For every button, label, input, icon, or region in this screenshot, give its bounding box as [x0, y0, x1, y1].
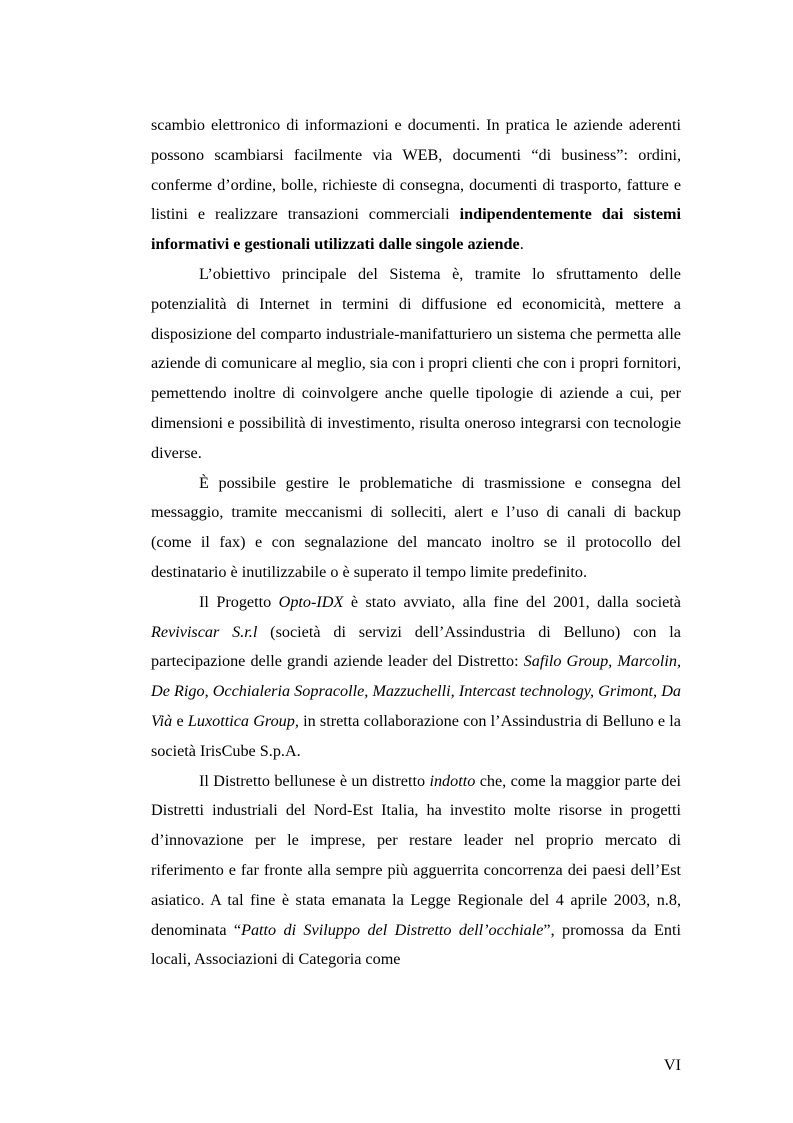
- document-body: [151, 111, 681, 975]
- text-run: scambio elettronico di informazioni e documenti. In pratica le aziende aderenti possono scambiarsi facilmente via WEB, documenti “di business”: ordini, conferme d’ordine, bolle, richieste di consegna, documenti di trasporto, fatture e listini e realizzare transazioni commerciali: [151, 116, 681, 224]
- text-run: È possibile gestire le problematiche di trasmissione e consegna del messaggio, tramite meccanismi di solleciti, alert e l’uso di canali di backup (come il fax) e con segnalazione del mancato inoltro se il protocollo del destinatario è inutilizzabile o è superato il tempo limite predefinito.: [151, 473, 681, 581]
- text-run: ”, promossa da Enti locali, Associazioni di Categoria come: [151, 920, 681, 969]
- text-run-bold: indipendentemente dai sistemi informativi e gestionali utilizzati dalle singole aziende: [151, 205, 681, 254]
- text-run-italic: Opto-IDX: [278, 592, 344, 611]
- text-run-italic: Safilo Group, Marcolin, De Rigo, Occhialeria Sopracolle, Mazzuchelli, Intercast technology, Grimont, Da Vià: [151, 652, 682, 730]
- text-run: .: [519, 235, 524, 254]
- text-run-italic: Reviviscar S.r.l: [151, 622, 258, 641]
- text-run-italic: Patto di Sviluppo del Distretto dell’occhiale: [241, 920, 544, 939]
- text-run: e: [172, 711, 188, 730]
- text-run: (società di servizi dell’Assindustria di Belluno) con la partecipazione delle grandi aziende leader del Distretto:: [151, 622, 681, 671]
- text-run: Il Progetto: [199, 592, 279, 611]
- paragraph-exchange: [151, 111, 681, 260]
- paragraph-project: [151, 588, 681, 767]
- paragraph-district: [151, 767, 681, 976]
- text-run: Il Distretto bellunese è un distretto: [199, 771, 430, 790]
- text-run: L’obiettivo principale del Sistema è, tramite lo sfruttamento delle potenzialità di Internet in termini di diffusione ed economicità, mettere a disposizione del comparto industriale-manifatturiero un sistema che permetta alle aziende di comunicare al meglio, sia con i propri clienti che con i propri fornitori, pemettendo inoltre di coinvolgere anche quelle tipologie di aziende a cui, per dimensioni e possibilità di investimento, risulta oneroso integrarsi con tecnologie diverse.: [151, 264, 681, 462]
- text-run-italic: indotto: [429, 771, 476, 790]
- text-run: in stretta collaborazione con l’Assindustria di Belluno e la società IrisCube S.p.A.: [151, 711, 681, 760]
- text-run-italic: Luxottica Group,: [187, 711, 299, 730]
- paragraph-objective: [151, 260, 681, 469]
- text-run: è stato avviato, alla fine del 2001, dalla società: [343, 592, 681, 611]
- text-run: che, come la maggior parte dei Distretti industriali del Nord-Est Italia, ha investito molte risorse in progetti d’innovazione per le imprese, per restare leader nel proprio mercato di riferimento e far fronte alla sempre più agguerrita concorrenza dei paesi dell’Est asiatico. A tal fine è stata emanata la Legge Regionale del 4 aprile 2003, n.8, denominata “: [151, 771, 681, 939]
- paragraph-transmission: [151, 469, 681, 588]
- page-number: VI: [663, 1056, 681, 1074]
